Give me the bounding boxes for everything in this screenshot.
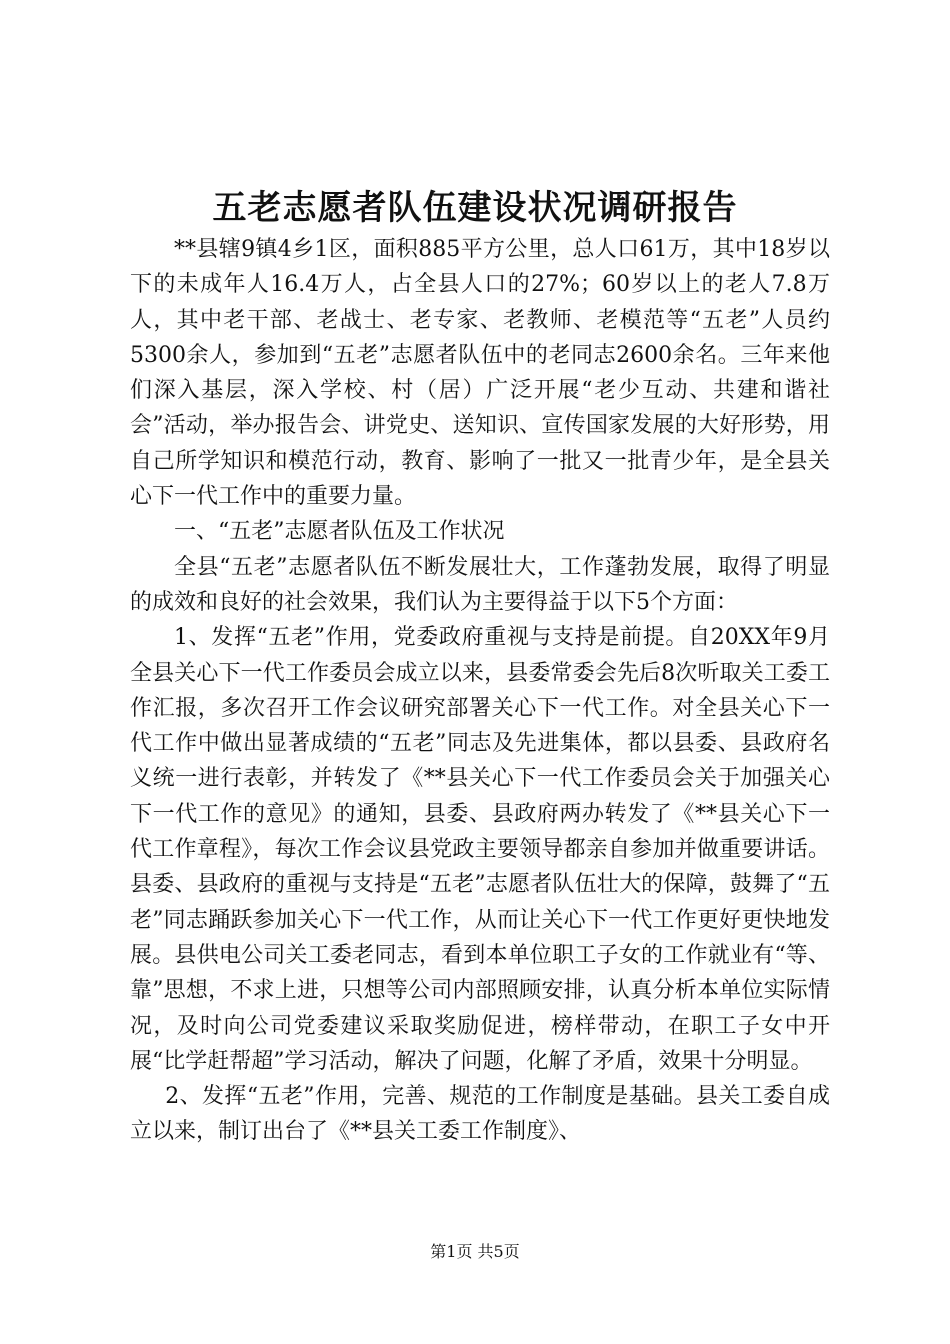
paragraph-item-1: 1、发挥“五老”作用，党委政府重视与支持是前提。自20XX年9月全县关心下一代工作委员会成立以来，县委常委会先后8次听取关工委工作汇报，多次召开工作会议研究部署关心下一代工作。对全县关心下一代工作中做出显著成绩的“五老”同志及先进集体，都以县委、县政府名义统一进行表彰，并转发了《**县关心下一代工作委员会关于加强关心下一代工作的意见》的通知，县委、县政府两办转发了《**县关心下一代工作章程》，每次工作会议县党政主要领导都亲自参加并做重要讲话。县委、县政府的重视与支持是“五老”志愿者队伍壮大的保障，鼓舞了“五老”同志踊跃参加关心下一代工作，从而让关心下一代工作更好更快地发展。县供电公司关工委老同志，看到本单位职工子女的工作就业有“等、靠”思想，不求上进，只想等公司内部照顾安排，认真分析本单位实际情况，及时向公司党委建议采取奖励促进，榜样带动，在职工子女中开展“比学赶帮超”学习活动，解决了问题，化解了矛盾，效果十分明显。 <box>130 625 830 1074</box>
document-title: 五老志愿者队伍建设状况调研报告 <box>212 188 738 228</box>
paragraph-item-2: 2、发挥“五老”作用，完善、规范的工作制度是基础。县关工委自成立以来，制订出台了《**县关工委工作制度》、 <box>130 1084 830 1145</box>
document-body <box>130 232 830 1150</box>
section-heading: 一、“五老”志愿者队伍及工作状况 <box>174 519 505 545</box>
page-number: 第1页 共5页 <box>430 1242 520 1261</box>
paragraph-summary: 全县“五老”志愿者队伍不断发展壮大，工作蓬勃发展，取得了明显的成效和良好的社会效果，我们认为主要得益于以下5个方面： <box>130 554 830 615</box>
paragraph-intro: **县辖9镇4乡1区，面积885平方公里，总人口61万，其中18岁以下的未成年人16.4万人，占全县人口的27%；60岁以上的老人7.8万人，其中老干部、老战士、老专家、老教师、老模范等“五老”人员约5300余人，参加到“五老”志愿者队伍中的老同志2600余名。三年来他们深入基层，深入学校、村（居）广泛开展“老少互动、共建和谐社会”活动，举办报告会、讲党史、送知识、宣传国家发展的大好形势，用自己所学知识和模范行动，教育、影响了一批又一批青少年，是全县关心下一代工作中的重要力量。 <box>130 237 830 510</box>
